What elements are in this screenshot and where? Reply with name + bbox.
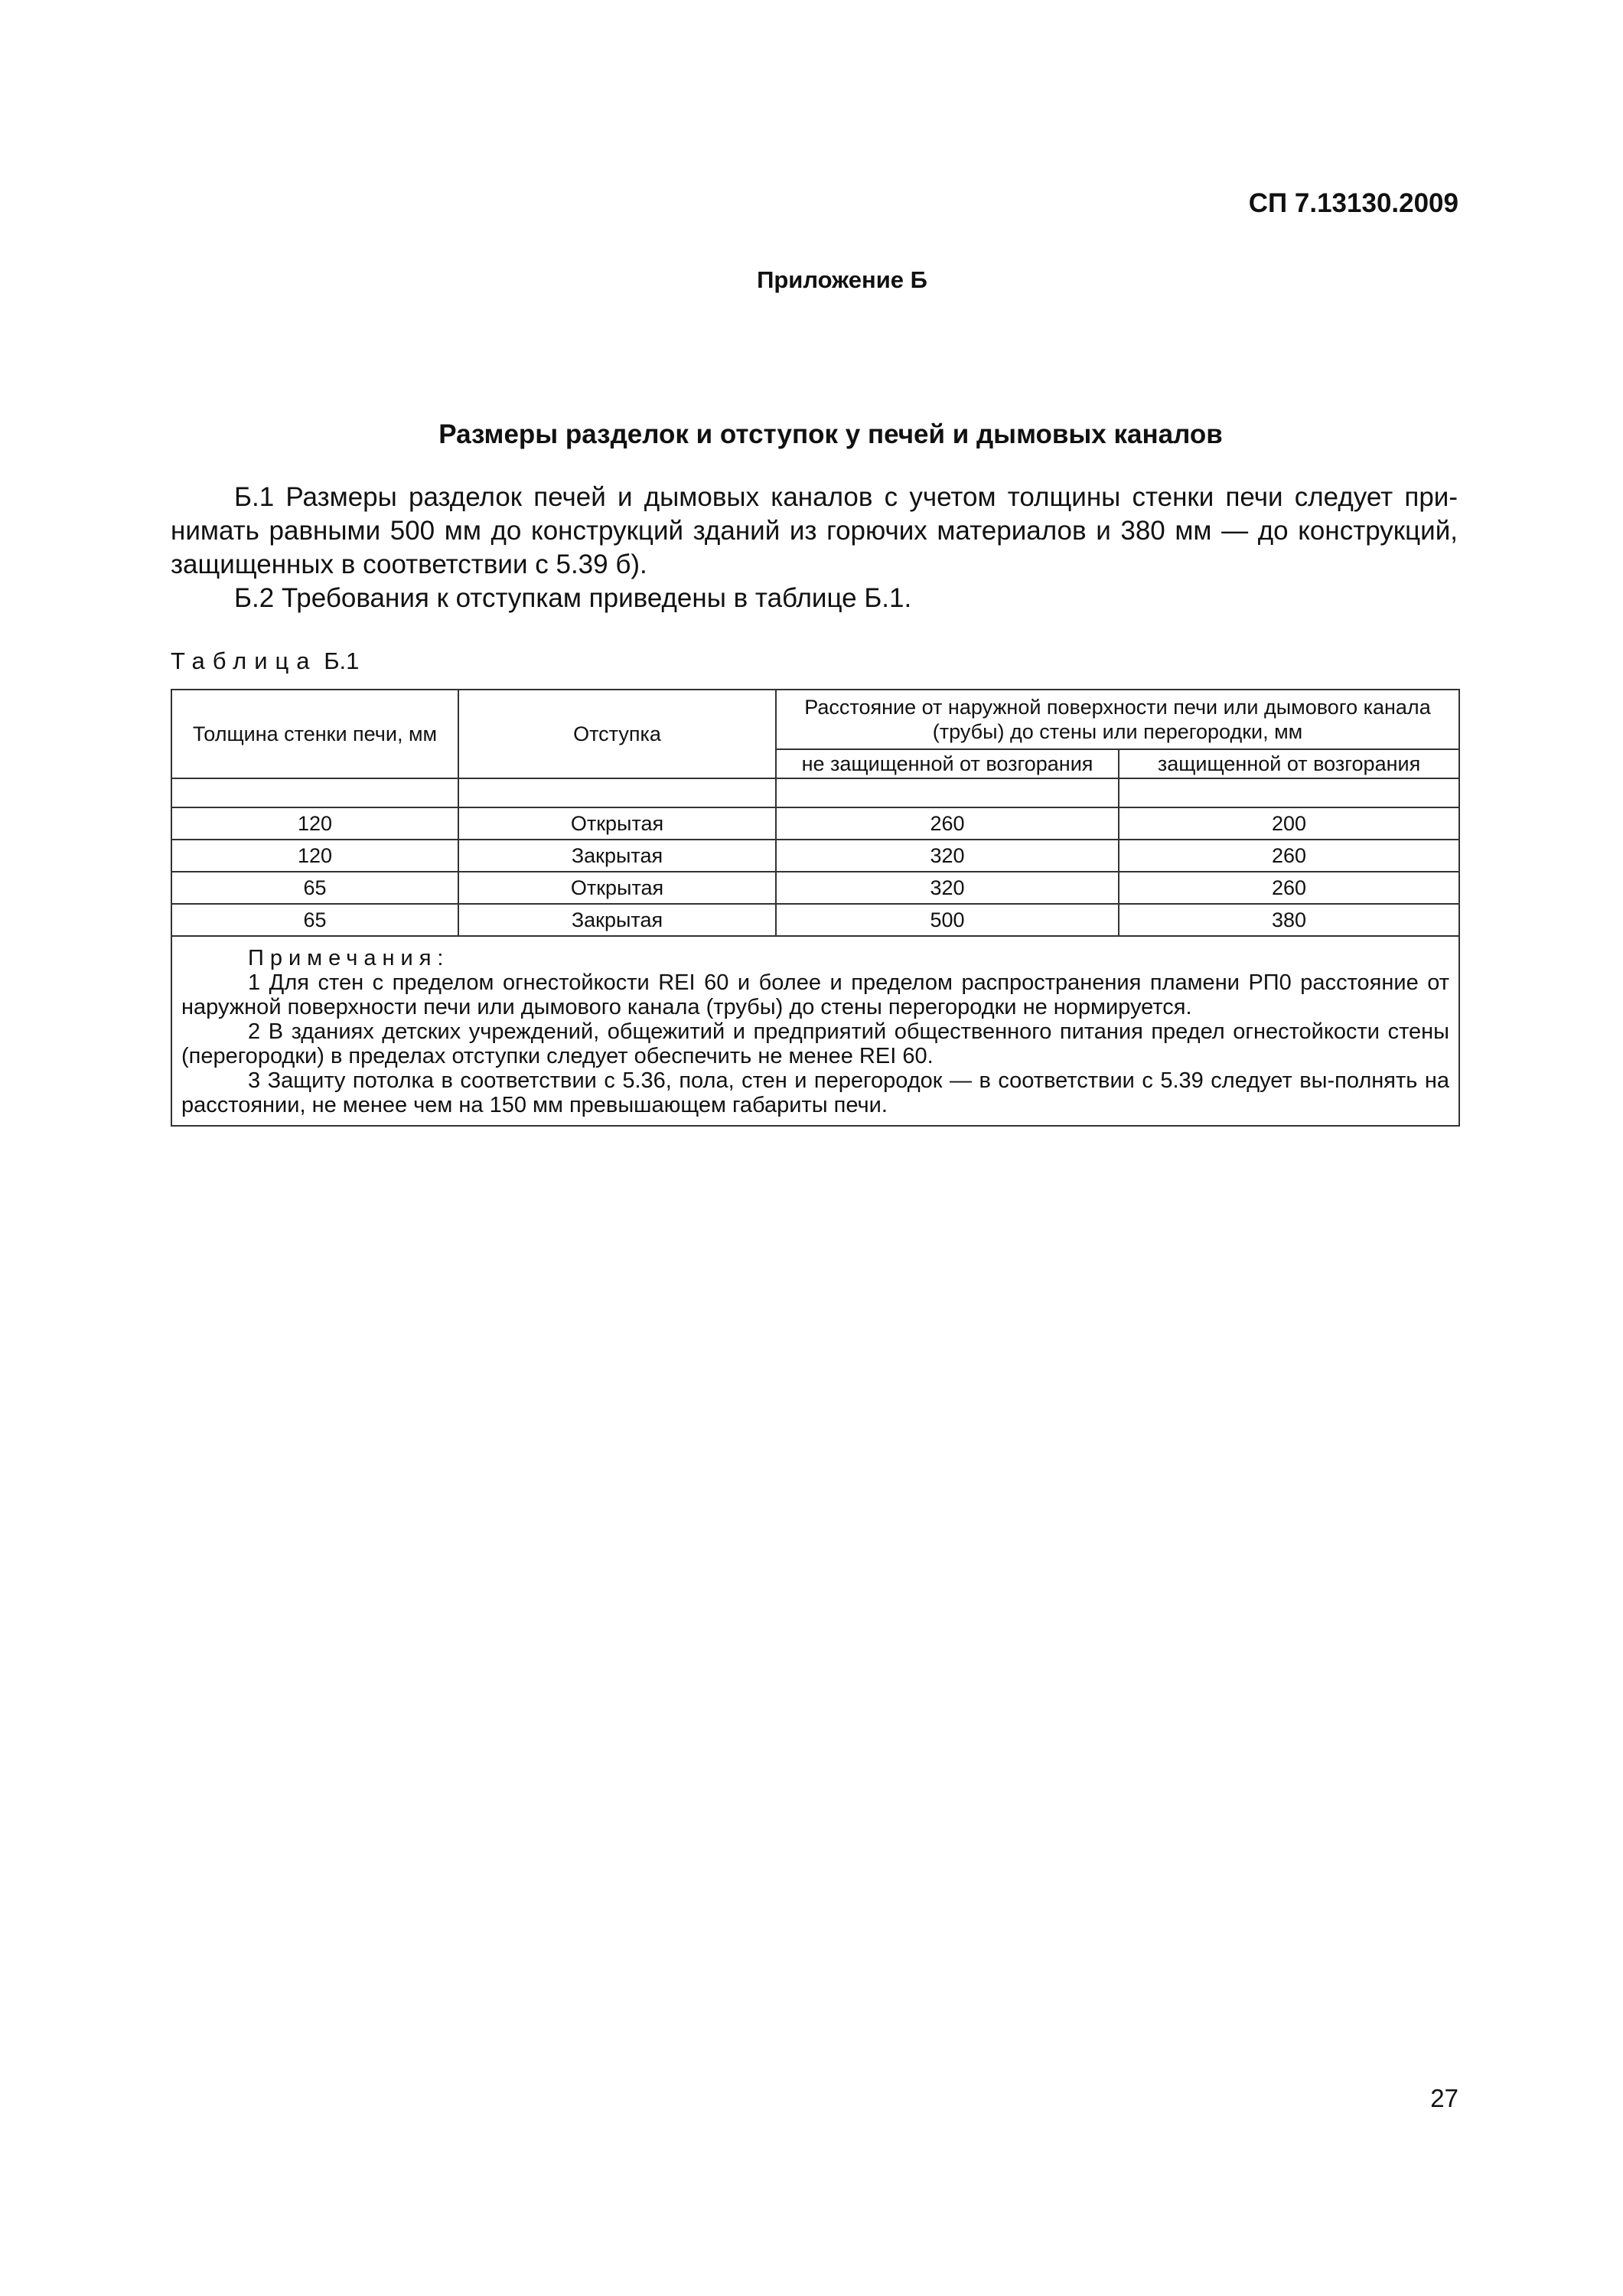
cell-protected: 380: [1119, 904, 1459, 936]
table-row: [171, 840, 1459, 872]
table-spacer-row: [171, 778, 1459, 807]
table-row: [171, 904, 1459, 936]
table-label-word: Таблица: [171, 647, 318, 674]
table-cell-empty: [1119, 778, 1459, 807]
header-distance-group: Расстояние от наружной поверхности печи или дымового канала (трубы) до стены или перегородки, мм: [776, 690, 1459, 749]
document-code: СП 7.13130.2009: [1248, 188, 1458, 218]
cell-unprotected: 500: [776, 904, 1119, 936]
cell-offset: Закрытая: [458, 840, 776, 872]
table-notes: [171, 936, 1459, 1126]
table-notes-row: [171, 936, 1459, 1126]
page-number: 27: [1430, 2084, 1458, 2112]
cell-offset: Открытая: [458, 807, 776, 840]
table-label: [171, 647, 359, 675]
cell-protected: 260: [1119, 840, 1459, 872]
table-row: [171, 872, 1459, 904]
notes-title: Примечания:: [248, 946, 450, 970]
header-offset: Отступка: [458, 690, 776, 778]
cell-thickness: 120: [171, 807, 458, 840]
note-1: 1 Для стен с пределом огнестойкости REI 60 и более и пределом распространения пламени РП0 расстояние от наружной поверхности печи или дымового канала (трубы) до стены перегородки не нормируется.: [181, 970, 1450, 1019]
section-title-text: Размеры разделок и отступок у печей и дымовых каналов: [438, 419, 1223, 449]
header-unprotected: не защищенной от возгорания: [776, 749, 1119, 778]
header-protected: защищенной от возгорания: [1119, 749, 1459, 778]
cell-offset: Открытая: [458, 872, 776, 904]
cell-offset: Закрытая: [458, 904, 776, 936]
note-2: 2 В зданиях детских учреждений, общежитий и предприятий общественного питания предел огнестойкости стены (перегородки) в пределах отступки следует обеспечить не менее REI 60.: [181, 1019, 1450, 1068]
paragraph-b1: Б.1 Размеры разделок печей и дымовых каналов с учетом толщины стенки печи следует при-нимать равными 500 мм до конструкций зданий из горючих материалов и 380 мм — до конструкций, защищенных в соответствии с 5.39 б).: [171, 482, 1458, 579]
cell-thickness: 65: [171, 872, 458, 904]
section-title: [0, 419, 1623, 450]
table-cell-empty: [171, 778, 458, 807]
cell-unprotected: 320: [776, 872, 1119, 904]
header-thickness: Толщина стенки печи, мм: [171, 690, 458, 778]
table-cell-empty: [776, 778, 1119, 807]
table-label-number: Б.1: [324, 647, 360, 674]
table-header-row: [171, 690, 1459, 749]
paragraph-b2: Б.2 Требования к отступкам приведены в таблице Б.1.: [234, 583, 912, 613]
note-3: 3 Защиту потолка в соответствии с 5.36, пола, стен и перегородок — в соответствии с 5.39 следует вы-полнять на расстоянии, не менее чем на 150 мм превышающем габариты печи.: [181, 1068, 1450, 1117]
body-text: [171, 481, 1458, 615]
appendix-heading: [0, 266, 1623, 294]
cell-thickness: 120: [171, 840, 458, 872]
cell-thickness: 65: [171, 904, 458, 936]
cell-protected: 260: [1119, 872, 1459, 904]
table-cell-empty: [458, 778, 776, 807]
table-row: [171, 807, 1459, 840]
cell-unprotected: 260: [776, 807, 1119, 840]
cell-protected: 200: [1119, 807, 1459, 840]
offsets-table: [171, 689, 1460, 1127]
cell-unprotected: 320: [776, 840, 1119, 872]
appendix-heading-text: Приложение Б: [757, 266, 927, 293]
